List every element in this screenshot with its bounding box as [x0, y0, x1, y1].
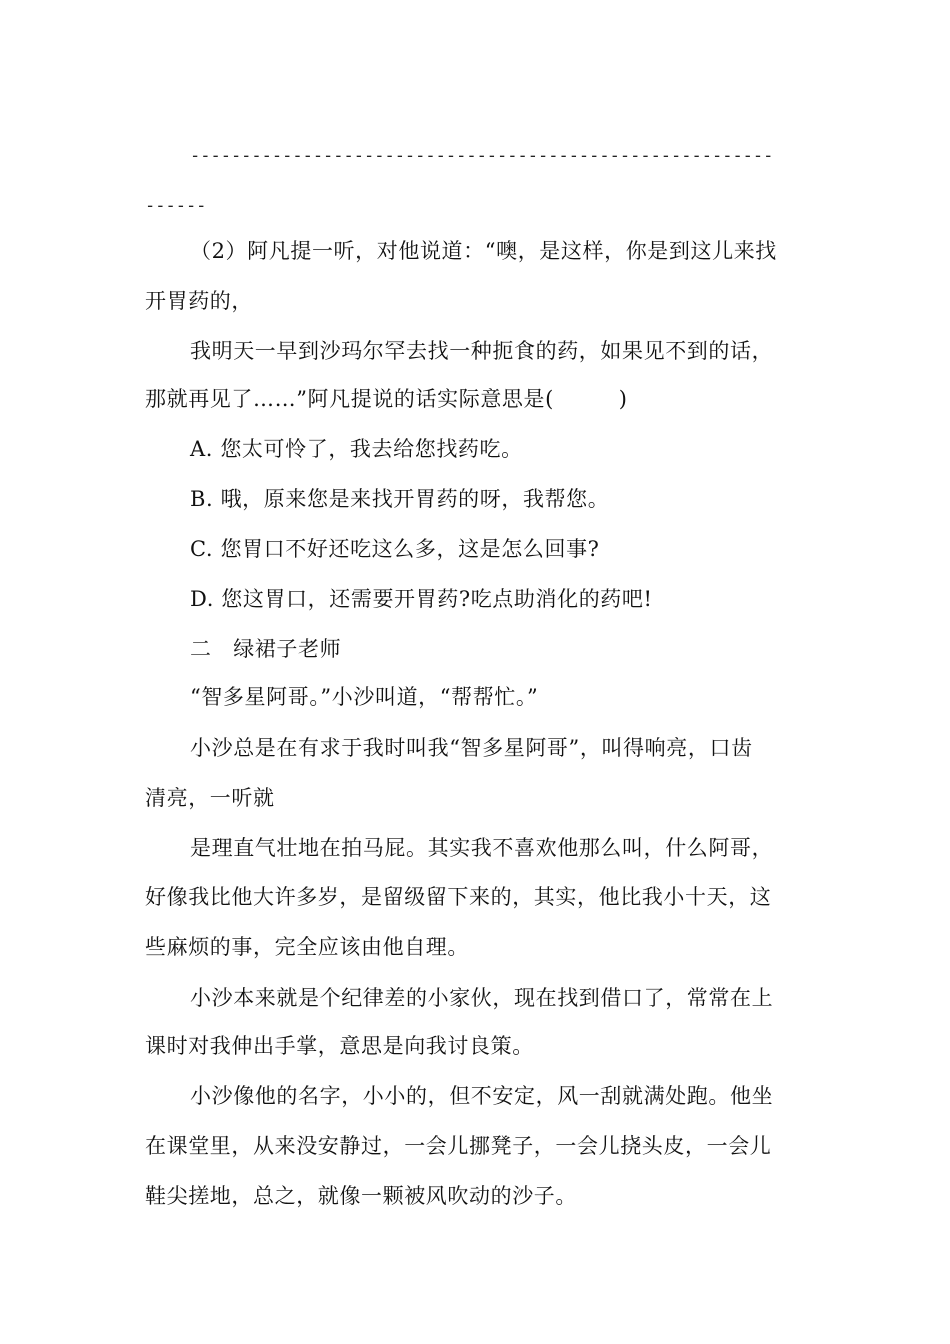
- paragraph-1: “智多星阿哥。”小沙叫道，“帮帮忙。”: [190, 685, 539, 709]
- option-c: C. 您胃口不好还吃这么多，这是怎么回事?: [190, 537, 600, 561]
- paragraph-5: 小沙像他的名字，小小的，但不安定，风一刮就满处跑。他坐: [190, 1084, 774, 1108]
- paragraph-2-continued: 清亮，一听就: [145, 786, 275, 810]
- answer-dash-line: ---------------------------------------------------------: [190, 146, 774, 166]
- question-2-text: （2）阿凡提一听，对他说道：“噢，是这样，你是到这儿来找: [190, 239, 777, 263]
- paragraph-5-line-2: 在课堂里，从来没安静过，一会儿挪凳子，一会儿挠头皮，一会儿: [145, 1134, 772, 1158]
- paragraph-5-line-3: 鞋尖搓地，总之，就像一颗被风吹动的沙子。: [145, 1184, 577, 1208]
- question-2-prompt: 那就再见了……”阿凡提说的话实际意思是( ): [145, 387, 628, 411]
- question-2-quote: 我明天一早到沙玛尔罕去找一种扼食的药，如果见不到的话，: [190, 339, 774, 363]
- section-title: 二 绿裙子老师: [190, 637, 342, 661]
- paragraph-4-line-2: 课时对我伸出手掌，意思是向我讨良策。: [145, 1034, 534, 1058]
- option-d: D. 您这胃口，还需要开胃药?吃点助消化的药吧!: [190, 587, 653, 611]
- question-2-text-continued: 开胃药的，: [145, 289, 253, 313]
- paragraph-3: 是理直气壮地在拍马屁。其实我不喜欢他那么叫，什么阿哥，: [190, 836, 774, 860]
- option-b: B. 哦，原来您是来找开胃药的呀，我帮您。: [190, 487, 610, 511]
- answer-dash-line-continued: ------: [145, 196, 207, 216]
- paragraph-2: 小沙总是在有求于我时叫我“智多星阿哥”，叫得响亮，口齿: [190, 736, 753, 760]
- paragraph-4: 小沙本来就是个纪律差的小家伙，现在找到借口了，常常在上: [190, 986, 774, 1010]
- paragraph-3-line-2: 好像我比他大许多岁，是留级留下来的，其实，他比我小十天，这: [145, 885, 772, 909]
- option-a: A. 您太可怜了，我去给您找药吃。: [190, 437, 523, 461]
- paragraph-3-line-3: 些麻烦的事，完全应该由他自理。: [145, 935, 469, 959]
